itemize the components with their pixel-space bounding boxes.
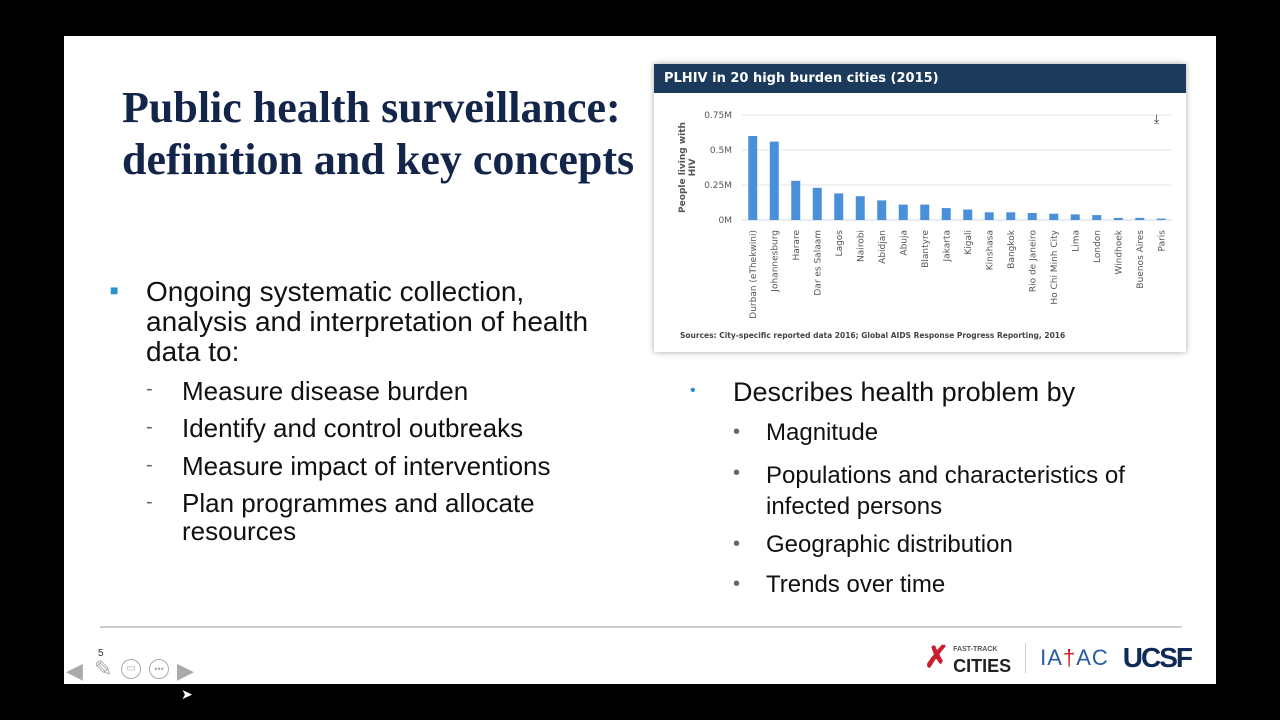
more-options-icon[interactable]: •••: [149, 659, 169, 679]
dash-icon: -: [146, 416, 153, 438]
bar: [942, 208, 951, 220]
x-tick-label: Jakarta: [942, 230, 953, 262]
bar: [899, 205, 908, 220]
x-tick-label: London: [1092, 230, 1103, 263]
dash-icon: -: [146, 378, 153, 400]
x-tick-label: Kigali: [963, 230, 974, 255]
bar-chart: [654, 93, 1186, 352]
y-tick-label: 0.75M: [704, 111, 732, 121]
dash-icon: -: [146, 491, 153, 513]
bar: [770, 142, 779, 220]
bar: [791, 181, 800, 220]
logos: [924, 640, 1191, 675]
x-tick-label: Nairobi: [856, 230, 867, 262]
subtitles-icon[interactable]: ▭: [121, 659, 141, 679]
x-tick-label: Lagos: [834, 230, 845, 257]
chart-title: PLHIV in 20 high burden cities (2015): [654, 64, 1186, 93]
x-tick-label: Paris: [1157, 230, 1168, 252]
left-sub-item: Plan programmes and allocate resources: [182, 488, 535, 546]
bar: [920, 205, 929, 220]
bar: [1092, 215, 1101, 220]
left-sub-item: Identify and control outbreaks: [182, 413, 524, 443]
left-bullet: Ongoing systematic collection, analysis and interpretation of health data to:: [146, 276, 589, 367]
bullet-icon: •: [733, 421, 741, 443]
bar: [1114, 218, 1123, 220]
x-tick-label: Kinshasa: [985, 230, 996, 271]
left-sub-item: Measure disease burden: [182, 376, 469, 406]
x-tick-label: Abidjan: [877, 230, 888, 264]
bullet-icon: •: [690, 382, 696, 399]
dash-icon: -: [146, 454, 153, 476]
mouse-cursor-icon: ➤: [181, 686, 193, 702]
bar: [985, 212, 994, 220]
x-tick-label: Abuja: [899, 230, 910, 256]
bullet-icon: •: [733, 573, 741, 595]
bar: [877, 200, 886, 220]
bar: [1135, 218, 1144, 220]
bar: [1071, 214, 1080, 220]
x-tick-label: Durban (eThekwini): [748, 230, 759, 319]
footer-divider: [100, 626, 1182, 628]
slide: [64, 36, 1216, 684]
bar: [748, 136, 757, 220]
bar: [1157, 219, 1166, 220]
bar: [856, 196, 865, 220]
bar: [813, 188, 822, 220]
y-tick-label: 0M: [718, 216, 732, 226]
previous-slide-button[interactable]: ◀: [66, 658, 83, 683]
bullet-icon: •: [733, 533, 741, 555]
x-tick-label: Blantyre: [920, 230, 931, 268]
right-sub-item: Populations and characteristics of infected persons: [766, 462, 1125, 520]
y-axis-label: People living withHIV: [678, 122, 698, 213]
bar: [1049, 214, 1058, 220]
right-sub-item: Magnitude: [766, 419, 879, 446]
bullet-icon: •: [733, 462, 741, 484]
ucsf-logo: UCSF: [1122, 641, 1191, 673]
left-sub-item: Measure impact of interventions: [182, 451, 551, 481]
page-number: 5: [98, 648, 104, 659]
x-tick-label: Rio de Janeiro: [1028, 230, 1039, 293]
slide-title: Public health surveillance: definition and key concepts: [122, 83, 635, 184]
fast-track-cities-logo: ✗ FAST-TRACK CITIES: [924, 641, 1012, 676]
next-slide-button[interactable]: ▶: [177, 658, 194, 683]
download-icon: ⤓: [1154, 112, 1160, 126]
right-sub-item: Trends over time: [766, 571, 946, 598]
x-tick-label: Johannesburg: [770, 230, 781, 292]
bar: [834, 193, 843, 220]
right-bullet: Describes health problem by: [733, 377, 1076, 407]
right-sub-item: Geographic distribution: [766, 531, 1013, 558]
y-tick-label: 0.5M: [709, 146, 732, 156]
x-tick-label: Buenos Aires: [1135, 230, 1146, 289]
bar: [1006, 212, 1015, 220]
x-tick-label: Windhoek: [1114, 230, 1125, 275]
x-tick-label: Lima: [1071, 230, 1082, 252]
bar: [963, 210, 972, 221]
iapac-logo: IA†AC: [1040, 644, 1109, 670]
x-tick-label: Harare: [791, 230, 802, 261]
x-tick-label: Ho Chi Minh City: [1049, 230, 1060, 305]
square-bullet-icon: ■: [110, 282, 119, 298]
chart-panel: [654, 64, 1186, 352]
y-tick-label: 0.25M: [704, 181, 732, 191]
x-tick-label: Dar es Salaam: [813, 230, 824, 296]
chart-source: Sources: City-specific reported data 2016; Global AIDS Response Progress Reporting, 2016: [680, 331, 1066, 340]
bar: [1028, 213, 1037, 220]
pen-icon[interactable]: ✎: [94, 656, 113, 681]
x-tick-label: Bangkok: [1006, 230, 1017, 269]
